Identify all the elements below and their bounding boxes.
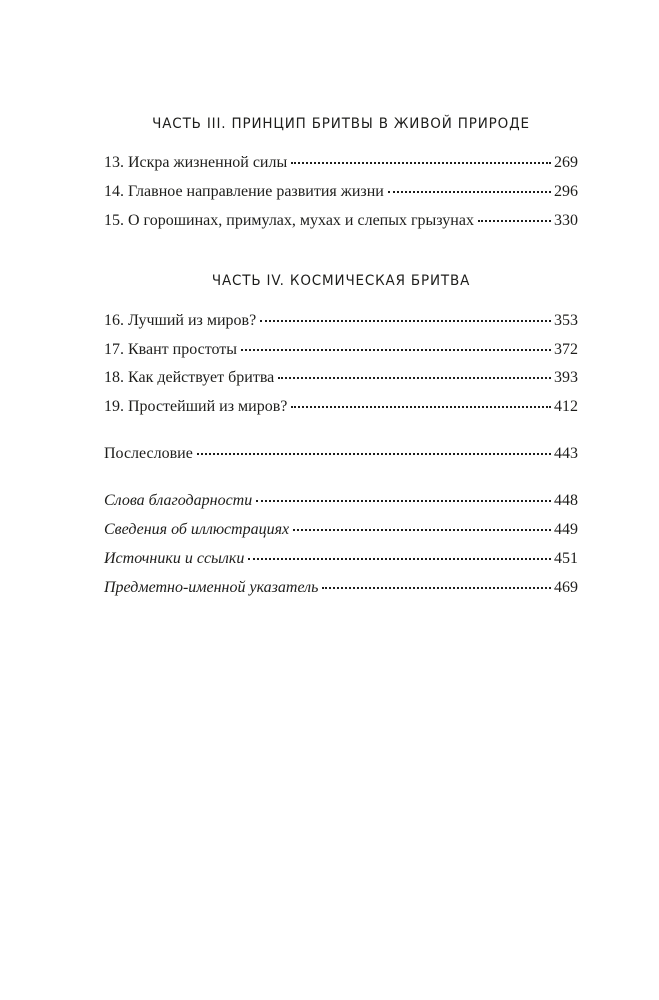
toc-entry-19 — [104, 396, 578, 418]
dot-leader — [256, 499, 551, 502]
toc-entry-title: Сведения об иллюстрациях — [104, 521, 290, 538]
toc-entry-page: 469 — [554, 579, 578, 596]
dot-leader — [293, 528, 551, 531]
dot-leader — [291, 161, 551, 164]
toc-entry-15 — [104, 210, 578, 232]
part-4-heading: ЧАСТЬ IV. КОСМИЧЕСКАЯ БРИТВА — [211, 273, 471, 289]
toc-entry-14 — [104, 181, 578, 203]
toc-entry-13 — [104, 152, 578, 174]
toc-entry-title: Предметно-именной указатель — [104, 579, 319, 596]
dot-leader — [197, 452, 551, 455]
toc-entry-page: 448 — [554, 492, 578, 509]
dot-leader — [322, 586, 551, 589]
toc-entry-page: 412 — [554, 398, 578, 415]
toc-entry-title: 17. Квант простоты — [104, 341, 238, 358]
toc-entry-page: 353 — [554, 312, 578, 329]
toc-entry-page: 451 — [554, 550, 578, 567]
toc-entry-16 — [104, 310, 578, 332]
toc-entry-sources — [104, 548, 578, 570]
dot-leader — [260, 319, 551, 322]
dot-leader — [241, 348, 551, 351]
toc-entry-page: 372 — [554, 341, 578, 358]
dot-leader — [388, 190, 551, 193]
toc-entry-title: 13. Искра жизненной силы — [104, 154, 288, 171]
toc-entry-page: 393 — [554, 369, 578, 386]
toc-entry-index — [104, 577, 578, 599]
dot-leader — [478, 219, 551, 222]
toc-entry-title: Источники и ссылки — [104, 550, 245, 567]
toc-entry-page: 269 — [554, 154, 578, 171]
toc-entry-page: 296 — [554, 183, 578, 200]
toc-entry-afterword — [104, 443, 578, 465]
toc-entry-illustrations — [104, 519, 578, 541]
toc-entry-page: 443 — [554, 445, 578, 462]
toc-entry-title: 15. О горошинах, примулах, мухах и слепых грызунах — [104, 212, 474, 229]
toc-entry-18 — [104, 367, 578, 389]
toc-entry-page: 449 — [554, 521, 578, 538]
dot-leader — [278, 376, 551, 379]
part-3-heading: ЧАСТЬ III. ПРИНЦИП БРИТВЫ В ЖИВОЙ ПРИРОДЕ — [152, 116, 530, 132]
toc-entry-title: 19. Простейший из миров? — [104, 398, 288, 415]
toc-entry-17 — [104, 339, 578, 361]
toc-entry-title: Послесловие — [104, 445, 193, 462]
toc-entry-title: 16. Лучший из миров? — [104, 312, 257, 329]
toc-entry-title: 18. Как действует бритва — [104, 369, 275, 386]
toc-entry-acknowledgements — [104, 490, 578, 512]
toc-entry-page: 330 — [554, 212, 578, 229]
dot-leader — [291, 405, 551, 408]
toc-entry-title: Слова благодарности — [104, 492, 253, 509]
dot-leader — [248, 557, 551, 560]
toc-entry-title: 14. Главное направление развития жизни — [104, 183, 384, 200]
